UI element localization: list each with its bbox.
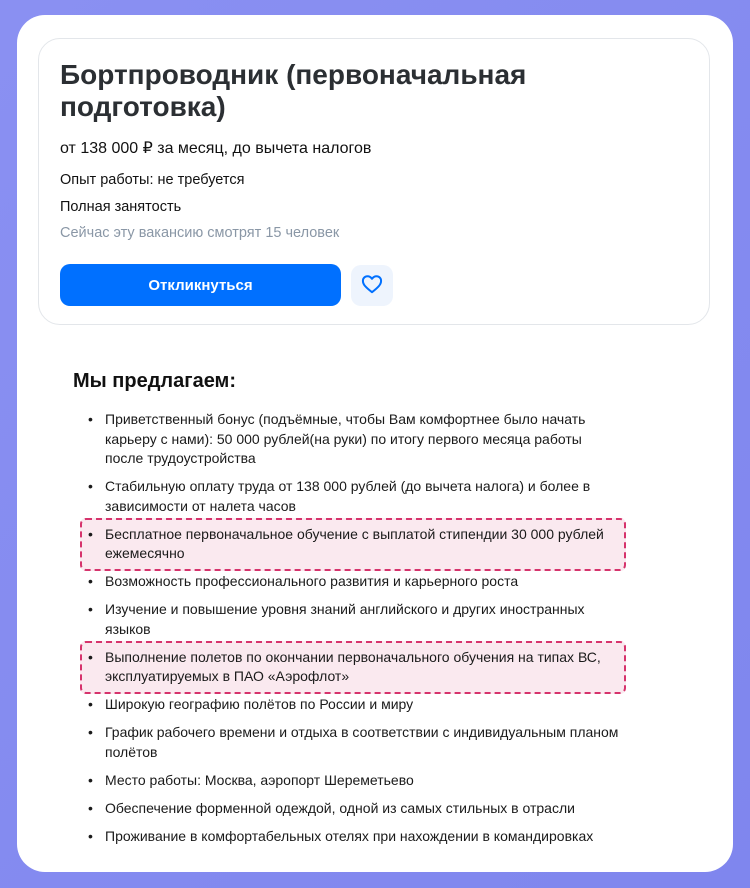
vacancy-page bbox=[17, 15, 733, 872]
list-item: • Изучение и повышение уровня знаний английского и других иностранных языков bbox=[88, 600, 620, 639]
list-item: • Приветственный бонус (подъёмные, чтобы Вам комфортнее было начать карьеру с нами): 50 000 рублей(на руки) по итогу первого месяца работы после трудоустройства bbox=[88, 410, 620, 469]
vacancy-header-card bbox=[38, 38, 710, 325]
vacancy-title: Бортпроводник (первоначальная подготовка) bbox=[60, 59, 527, 122]
viewers-count: Сейчас эту вакансию смотрят 15 человек bbox=[60, 225, 340, 241]
list-item-highlighted: • Выполнение полетов по окончании первоначального обучения на типах ВС, эксплуатируемых в ПАО «Аэрофлот» bbox=[88, 648, 620, 687]
list-item: • Стабильную оплату труда от 138 000 рублей (до вычета налога) и более в зависимости от налета часов bbox=[88, 477, 620, 516]
employment-type: Полная занятость bbox=[60, 199, 182, 215]
heart-icon bbox=[361, 274, 383, 297]
list-item-highlighted: • Бесплатное первоначальное обучение с выплатой стипендии 30 000 рублей ежемесячно bbox=[88, 525, 620, 564]
list-item: • Обеспечение форменной одеждой, одной из самых стильных в отрасли bbox=[88, 799, 620, 819]
salary: от 138 000 ₽ за месяц, до вычета налогов bbox=[60, 140, 372, 157]
list-item: • Широкую географию полётов по России и миру bbox=[88, 695, 620, 715]
offer-list bbox=[88, 410, 620, 855]
favorite-button[interactable] bbox=[351, 265, 393, 306]
list-item: • График рабочего времени и отдыха в соответствии с индивидуальным планом полётов bbox=[88, 723, 620, 762]
apply-button[interactable]: Откликнуться bbox=[60, 264, 341, 306]
experience: Опыт работы: не требуется bbox=[60, 172, 245, 188]
list-item: • Место работы: Москва, аэропорт Шереметьево bbox=[88, 771, 620, 791]
list-item: • Проживание в комфортабельных отелях при нахождении в командировках bbox=[88, 827, 620, 847]
list-item: • Возможность профессионального развития и карьерного роста bbox=[88, 572, 620, 592]
offer-section-title: Мы предлагаем: bbox=[73, 370, 237, 392]
